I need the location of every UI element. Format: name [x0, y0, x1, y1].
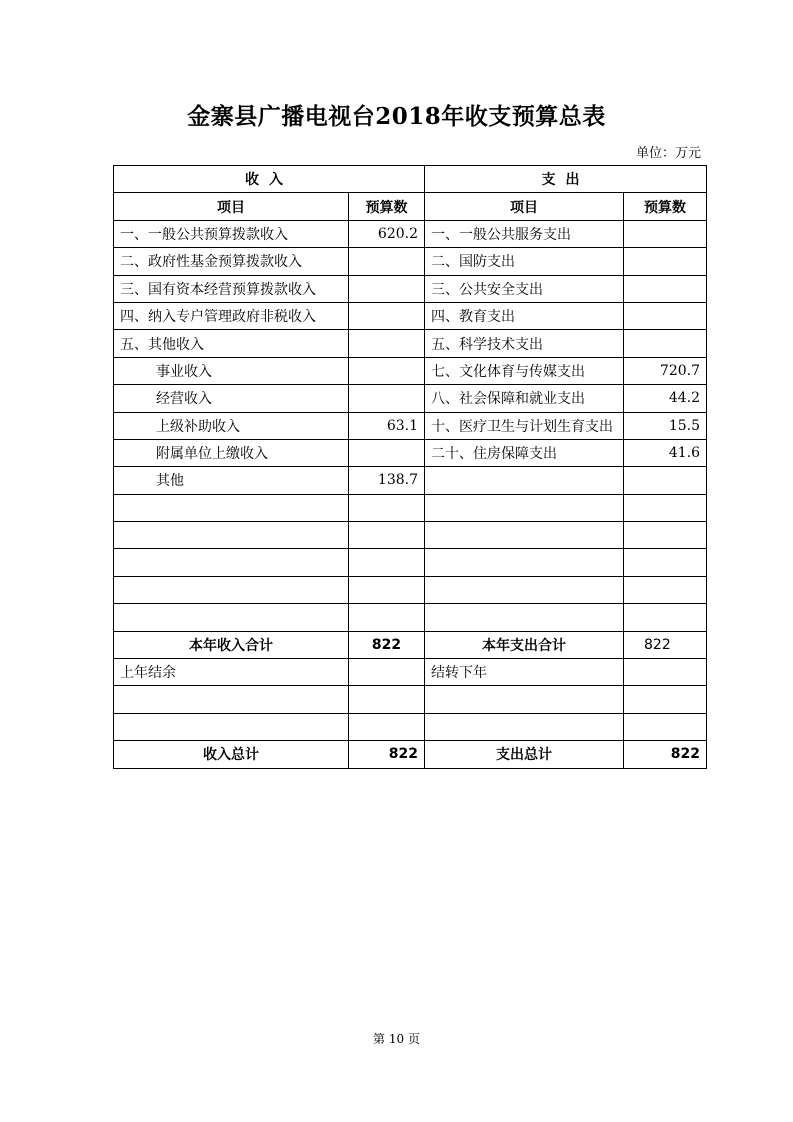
income-item: 三、国有资本经营预算拨款收入 — [114, 275, 349, 302]
table-row — [114, 302, 707, 329]
income-grand-total-label: 收入总计 — [114, 741, 349, 768]
income-item: 五、其他收入 — [114, 330, 349, 357]
income-subitem: 事业收入 — [114, 357, 349, 384]
income-item: 一、一般公共预算拨款收入 — [114, 220, 349, 247]
expense-budget-header: 预算数 — [624, 193, 707, 220]
expense-amount — [624, 330, 707, 357]
empty-row — [114, 713, 707, 740]
expense-item: 二、国防支出 — [425, 248, 624, 275]
income-amount: 138.7 — [349, 467, 425, 494]
grand-total-row — [114, 741, 707, 768]
year-income-total-amount: 822 — [349, 631, 425, 658]
income-subitem: 附属单位上缴收入 — [114, 439, 349, 466]
expense-item — [425, 467, 624, 494]
income-budget-header: 预算数 — [349, 193, 425, 220]
year-expense-total-label: 本年支出合计 — [425, 631, 624, 658]
expense-amount — [624, 275, 707, 302]
expense-item: 一、一般公共服务支出 — [425, 220, 624, 247]
expense-item: 三、公共安全支出 — [425, 275, 624, 302]
income-subitem: 上级补助收入 — [114, 412, 349, 439]
expense-amount: 15.5 — [624, 412, 707, 439]
income-amount — [349, 248, 425, 275]
unit-label: 单位：万元 — [635, 146, 701, 161]
expense-item: 七、文化体育与传媒支出 — [425, 357, 624, 384]
table-row — [114, 248, 707, 275]
year-total-row — [114, 631, 707, 658]
table-row — [114, 220, 707, 247]
empty-row — [114, 522, 707, 549]
section-header-row — [114, 166, 707, 193]
year-expense-total-amount: 822 — [624, 631, 707, 658]
expense-amount: 44.2 — [624, 385, 707, 412]
expense-amount: 720.7 — [624, 357, 707, 384]
empty-row — [114, 549, 707, 576]
expense-item: 四、教育支出 — [425, 302, 624, 329]
empty-row — [114, 604, 707, 631]
income-subitem: 其他 — [114, 467, 349, 494]
table-row — [114, 385, 707, 412]
income-section-title: 收入 — [114, 166, 425, 193]
table-row — [114, 439, 707, 466]
table-row — [114, 412, 707, 439]
income-amount — [349, 302, 425, 329]
income-item-header: 项目 — [114, 193, 349, 220]
expense-item: 二十、住房保障支出 — [425, 439, 624, 466]
expense-item: 十、医疗卫生与计划生育支出 — [425, 412, 624, 439]
table-row — [114, 275, 707, 302]
expense-item-header: 项目 — [425, 193, 624, 220]
page-title: 金寨县广播电视台2018年收支预算总表 — [187, 103, 606, 130]
expense-grand-total-amount: 822 — [624, 741, 707, 768]
expense-amount — [624, 248, 707, 275]
income-amount — [349, 385, 425, 412]
income-amount — [349, 330, 425, 357]
empty-row — [114, 576, 707, 603]
expense-item: 五、科学技术支出 — [425, 330, 624, 357]
income-subitem: 经营收入 — [114, 385, 349, 412]
empty-row — [114, 494, 707, 521]
carry-row — [114, 659, 707, 686]
empty-row — [114, 686, 707, 713]
expense-amount — [624, 220, 707, 247]
income-item: 四、纳入专户管理政府非税收入 — [114, 302, 349, 329]
income-amount — [349, 275, 425, 302]
table-row — [114, 330, 707, 357]
income-amount: 620.2 — [349, 220, 425, 247]
table-row — [114, 467, 707, 494]
income-amount — [349, 357, 425, 384]
income-amount: 63.1 — [349, 412, 425, 439]
income-grand-total-amount: 822 — [349, 741, 425, 768]
page-number: 第 10 页 — [373, 1032, 420, 1046]
carry-forward-label: 结转下年 — [425, 659, 624, 686]
year-income-total-label: 本年收入合计 — [114, 631, 349, 658]
expense-amount: 41.6 — [624, 439, 707, 466]
expense-section-title: 支出 — [425, 166, 707, 193]
budget-summary-table — [113, 165, 707, 769]
expense-amount — [624, 302, 707, 329]
prior-year-balance-label: 上年结余 — [114, 659, 349, 686]
expense-grand-total-label: 支出总计 — [425, 741, 624, 768]
income-amount — [349, 439, 425, 466]
table-row — [114, 357, 707, 384]
expense-item: 八、社会保障和就业支出 — [425, 385, 624, 412]
expense-amount — [624, 467, 707, 494]
column-header-row — [114, 193, 707, 220]
income-item: 二、政府性基金预算拨款收入 — [114, 248, 349, 275]
